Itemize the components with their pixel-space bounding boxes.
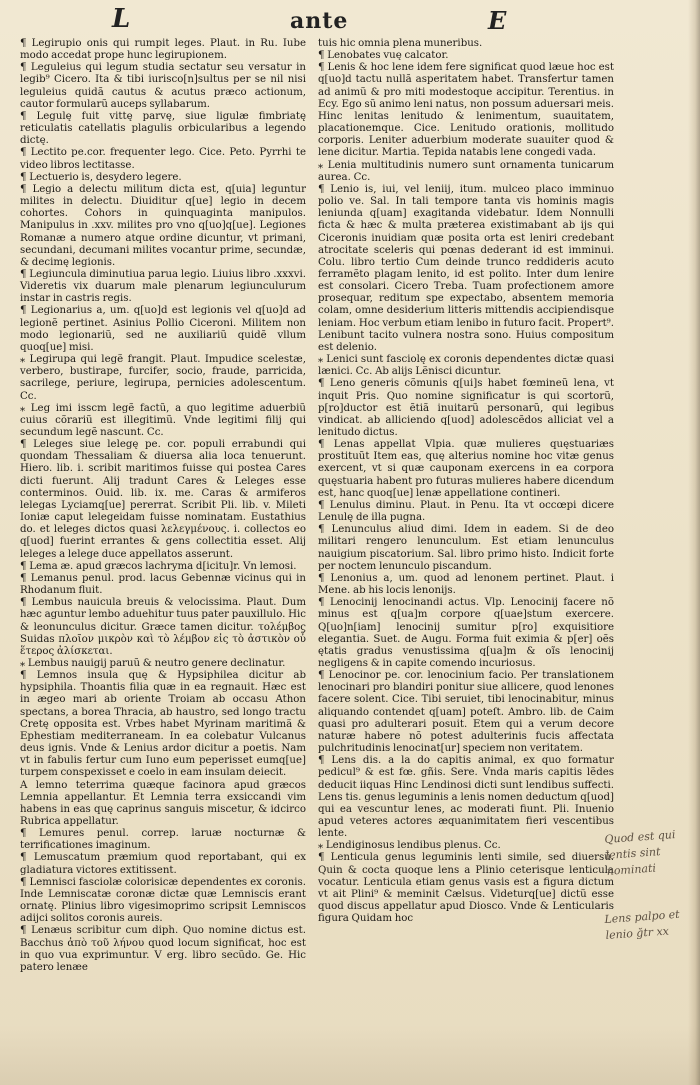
marginal-note: Lens palpo et lenio ğtr xx xyxy=(604,907,681,942)
dictionary-entry: ¶ Lenobates vuę calcator. xyxy=(318,50,449,62)
dictionary-entry: ¶ Lectuerio is, desydero legere. xyxy=(20,171,182,183)
dictionary-entry: ¶ Leleges siue lelegę pe. cor. populi errabundi qui quondam Thessaliam & diuersa alia loca tenuerunt. Hiero. lib. i. scribit maritimos fuisse qui postea Cares dicti fuerunt. Alij tradunt Cares & Leleges esse conterminos. Ouid. lib. ix. me. Caras & armiferos lelegas Lyciamq[ue] pererrat. Scribit Pli. lib. v. Mileti Ioniæ caput lelegeidam fuisse nominatam. Eustathius do. et leleges dictos quasi λελεγμένους. i. collectos eo q[uod] fuerint errantes & gens collectitia esset. Alij leleges a lelege duce appellatos asserunt. xyxy=(20,439,306,560)
page-edge-shadow xyxy=(688,0,700,1085)
dictionary-entry: ¶ Lenunculus aliud dimi. Idem in eadem. Si de deo militari rengero lenunculum. Est etiam lenunculus nauigium piscatorium. Sal. libro primo histo. Indicit forte per noctem lenunculo piscandum. xyxy=(318,524,614,572)
dictionary-entry: ¶ Lembus nauicula breuis & velocissima. Plaut. Dum hæc aguntur lembo aduehitur tuus pater pauxillulo. Hic & leonunculus dicitur. Græce tamen dicitur. τολέμβος Suidas πλοῖον μικρὸν καὶ τὸ λέμβον εἰς τὸ ἀστικὸν οὖ ἕτερος ἀλίσκεται. xyxy=(20,597,306,657)
dictionary-entry: ¶ Lemnos insula quę & Hypsiphilea dicitur ab hypsiphila. Thoantis filia quæ in ea regnauit. Hæc est in ægeo mari ab oriente Troiam ab occasu Athon spectans, a borea Thracia, ab haustro, sed longo tractu Cretę opposita est. Vrbes habet Myrinam maritimã & Ephestiam mediterraneam. In ea colebatur Vulcanus deus ignis. Vnde & Lenius ardor dicitur a poetis. Nam vt in fabulis fertur cum Iuno eum peperisset eumq[ue] turpem conspexisset e coelo in eam insulam deiecit. xyxy=(20,670,306,779)
dictionary-entry: ⁎ Leg imi isscm legẽ factũ, a quo legitime aduerbiũ cuius cõrariũ est illegitimũ. Vnde legitimi filij qui secundum legẽ nascunt. Cc. xyxy=(20,402,306,438)
dictionary-entry: ¶ Lema æ. apud græcos lachryma d[icitu]r. Vn lemosi. xyxy=(20,560,297,572)
dictionary-entry: ¶ Legulę fuit vittę parvę, siue ligulæ fimbriatę reticulatis catellatis plagulis orbicularibus a legendo dictę. xyxy=(20,110,306,147)
dictionary-entry: ¶ Leno generis cõmunis q[ui]s habet fœmineũ lena, vt inquit Pris. Quo nomine significatur is qui scortorũ, p[ro]ductor est ẽtiã inuitarũ personarũ, qui legibus vindicat. ab alliciendo q[uod] adolescẽdos alliciat vel a lenitudo dictus. xyxy=(318,378,614,438)
running-head: ante xyxy=(290,8,349,34)
dictionary-entry: ¶ Lenocinor pe. cor. lenocinium facio. Per translationem lenocinari pro blandiri ponitur siue allicere, quod lenones facere solent. Cice. Tibi seruiet, tibi lenocinabitur, minus aliquando contendet q[uam] poteſt. Ambro. lib. de Caim quasi pro adulterari posuit. Etem qui a verum decore naturæ habere nõ potest adulterinis fucis affectata pulchritudinis lenocinat[ur] speciem non veritatem. xyxy=(318,670,614,755)
dictionary-entry: ⁎ Lenia multitudinis numero sunt ornamenta tunicarum aurea. Cc. xyxy=(318,159,614,183)
dictionary-entry: ¶ Legionarius a, um. q[uo]d est legionis vel q[uo]d ad legionẽ pertinet. Asinius Pollio Ciceroni. Militem non modo legionariũ, sed ne auxiliariũ quidẽ vllum quoq[ue] misi. xyxy=(20,305,306,353)
dictionary-entry: ¶ Lemanus penul. prod. lacus Gebennæ vicinus qui in Rhodanum fluit. xyxy=(20,572,306,597)
dictionary-entry: A lemno teterrima quæque facinora apud græcos Lemnia appellantur. Et Lemnia terra exsiccandi vim habens in eas quę caprinus sanguis miscetur, & idcirco Rubrica appellatur. xyxy=(20,779,306,827)
dictionary-entry: ¶ Lenonius a, um. quod ad lenonem pertinet. Plaut. i Mene. ab his locis lenonijs. xyxy=(318,572,614,597)
dictionary-entry: ¶ Legirupio onis qui rumpit leges. Plaut. in Ru. Iube modo accedat prope hunc legirupionem. xyxy=(20,38,306,62)
dictionary-entry: ¶ Lenocinij lenocinandi actus. Vlp. Lenocinij facere nõ minus est q[ua]m corpore q[uae]stum exercere. Q[uo]n[iam] lenocinij sumitur p[ro] exquisitiore elegantia. Suet. de Augu. Forma fuit eximia & p[er] oẽs ętatis gradus venustissima q[ua]m & oĩs lenocinij negligens & in capite comendo incuriosus. xyxy=(318,597,614,669)
dictionary-entry: ¶ Lenas appellat Vlpia. quæ mulieres quęstuariæs prostituũt Item eas, quę alterius nomine hoc vitæ genus exercent, vt si quæ cauponam exercens in ea corpora quęstuaria habent pro futuras mulieres habere dicendum est, hanc quoq[ue] lenæ appellatione contineri. xyxy=(318,439,614,499)
dictionary-entry: ⁎ Lenici sunt fasciolę ex coronis dependentes dictæ quasi lænici. Cc. Ab alijs Lẽnisci dicuntur. xyxy=(318,354,614,378)
dictionary-entry: ¶ Legiuncula diminutiua parua legio. Liuius libro .xxxvi. Videretis vix duarum male plenarum legiunculurum instar in castris regis. xyxy=(20,268,306,305)
dictionary-entry: ¶ Leguleius qui legum studia sectatur seu versatur in legib⁹ Cicero. Ita & tibi iurisco[n]sultus per se nil nisi leguleius quidã cautus & acutus præco actionum, cautor formularũ auceps syllabarum. xyxy=(20,62,306,110)
dictionary-entry: ¶ Lens dis. a la do capitis animal, ex quo formatur pedicul⁹ & est fœ. gñis. Sere. Vnda maris capitis lẽdes deducit iiquas Hinc Lendinosi dicti sunt lendibus suffecti. Lens tis. genus leguminis a lenis nomen deductum q[uod] qui ea vescuntur lenes, ac moderati fiunt. Pli. Inuenio apud veteres actores æquanimitatem fieri vescentibus lente. xyxy=(318,755,614,840)
dictionary-entry: ¶ Legio a delectu militum dicta est, q[uia] leguntur milites in delectu. Diuiditur q[ue] legio in decem cohortes. Cohors in quinquaginta manipulos. Manipulus in .xxv. milites pro vno q[uo]q[ue]. Legiones Romanæ a numero atque ordine dicuntur, vt primani, secundani, decumani milites vocantur prime, secundæ, & decimę legionis. xyxy=(20,183,306,268)
page-header xyxy=(0,4,700,34)
dictionary-entry: ⁎ Lendiginosus lendibus plenus. Cc. xyxy=(318,840,501,852)
dictionary-entry: ¶ Lenis & hoc lene idem fere significat quod læue hoc est q[uo]d tactu nullã asperitatem habet. Transfertur tamen ad animũ & pro miti modestoque accipitur. Terentius. in Ecy. Ego sũ animo leni natus, non possum aduersari meis. Hinc lenitas lenitudo & lenimentum, suauitatem, placationemque. Cice. Lenitudo orationis, mollitudo corporis. Leniter aduerbium moderate suauiter quod & lene dicitur. Martia. Tepida natabis lene congedi vada. xyxy=(318,62,614,159)
dictionary-entry: ¶ Lemuscatum præmium quod reportabant, qui ex gladiatura victores extitissent. xyxy=(20,852,306,876)
dictionary-entry: ¶ Lemnisci fasciolæ colorisicæ dependentes ex coronis. Inde Lemniscatæ coronæ dictæ quæ Lemniscis erant ornatę. Plinius libro vigesimoprimo scripsit Lemniscos adijci solitos coronis aureis. xyxy=(20,876,306,925)
dictionary-entry: ¶ Lenio is, iui, vel leniij, itum. mulceo placo imminuo polio ve. Sal. In tali tempore tanta vis hominis magis leniunda q[uam] exagitanda videbatur. Idem Nonnulli ficta & hæc & multa præterea existimabant ab ijs qui Ciceronis inuidiam quæ posita orta est leniri credebant atrocitate sceleris qui pœnas dederant id est imminui. Colu. libro tertio Cum deinde trunco reddideris acuto ferramẽto plagam lenito, id est polito. Inter dum lenire est consolari. Cicero Treba. Tuam profectionem amore prosequar, reditum spe expectabo, absentem memoria colam, omne desiderium litteris mittendis accipiendisque leniam. Hoc verbum etiam lenibo in futuro facit. Propert⁹. Lenibunt tacito vulnera nostra sono. Huius compositum est delenio. xyxy=(318,183,614,353)
dictionary-entry: ¶ Lectito pe.cor. frequenter lego. Cice. Peto. Pyrrhi te video libros lectitasse. xyxy=(20,147,306,171)
dictionary-entry: ⁎ Lembus nauigij paruũ & neutro genere declinatur. xyxy=(20,657,286,669)
dictionary-entry: ¶ Lemures penul. correp. laruæ nocturnæ & terrificationes imaginum. xyxy=(20,828,306,852)
dictionary-entry: ¶ Lenticula genus leguminis lenti simile, sed diuersũ. Quin & cocta quoque lens a Plinio ceterisque lenticula vocatur. Lenticula etiam genus vasis est a figura dictum vt ait Plini⁹ & meminit Cælsus. Videturq[ue] dictũ esse quod discus appellatur apud Diosco. Vnde & Lenticularis figura Quidam hoc xyxy=(318,852,614,925)
dictionary-entry: tuis hic omnia plena muneribus. xyxy=(318,38,483,49)
right-column xyxy=(318,38,614,925)
dictionary-entry: ¶ Lenæus scribitur cum diph. Quo nomine dictus est. Bacchus ἀπὸ τοῦ λήνου quod locum significat, hoc est in quo vua exprimuntur. V erg. libro secũdo. Ge. Hic patero lenæe xyxy=(20,925,306,973)
header-right-letter: E xyxy=(488,6,507,35)
page-bottom-shade xyxy=(0,1025,700,1085)
left-column xyxy=(20,38,306,974)
marginal-note: Quod est qui lentis sint nominati xyxy=(604,828,676,878)
dictionary-entry: ¶ Lenulus diminu. Plaut. in Penu. Ita vt occœpi dicere Lenulę de illa pugna. xyxy=(318,499,614,524)
dictionary-entry: ⁎ Legirupa qui legẽ frangit. Plaut. Impudice scelestæ, verbero, bustirape, furcifer, socio, fraude, parricida, sacrilege, periure, legirupa, pernicies adolescentum. Cc. xyxy=(20,354,306,402)
header-left-letter: L xyxy=(112,4,131,34)
